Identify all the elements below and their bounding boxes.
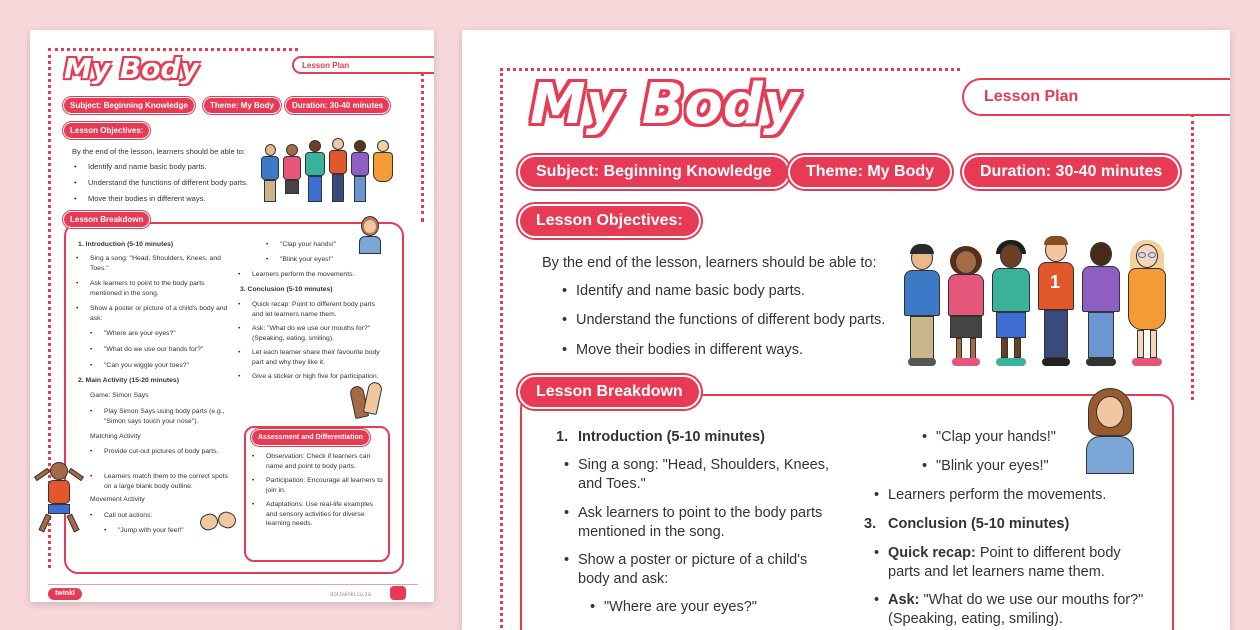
intro-bullet: • Sing a song: "Head, Shoulders, Knees, and Toes." bbox=[578, 456, 838, 494]
twinkl-logo: twinkl bbox=[48, 588, 82, 600]
children-illustration: 1 bbox=[898, 216, 1170, 366]
movement-question: • "Blink your eyes!" bbox=[936, 457, 1049, 476]
movement-question: • "Clap your hands!" bbox=[936, 428, 1056, 447]
small-page-preview bbox=[30, 30, 434, 602]
lesson-plan-tab: Lesson Plan bbox=[292, 56, 434, 74]
intro-question: • "Where are your eyes?" bbox=[604, 598, 757, 617]
children-illustration bbox=[260, 128, 400, 202]
conclusion-heading: Conclusion (5-10 minutes) bbox=[888, 516, 1070, 532]
conclusion-bullet: • Quick recap: Point to different body parts and let learners name them. bbox=[252, 300, 388, 319]
footer-url: dot.twinkl.co.za bbox=[330, 592, 372, 598]
objectives-intro: By the end of the lesson, learners should be able to: bbox=[72, 147, 246, 156]
objective-item: • Move their bodies in different ways. bbox=[576, 341, 803, 360]
intro-bullet: • Show a poster or picture of a child's body and ask: bbox=[578, 551, 838, 589]
dotted-border-right bbox=[421, 72, 424, 222]
game-label: Game: Simon Says bbox=[90, 392, 149, 399]
badge-logo bbox=[390, 586, 406, 600]
assessment-bullet: • Observation: Check if learners can name and point to body parts. bbox=[266, 452, 384, 471]
intro-bullet: • Ask learners to point to the body parts mentioned in the song. bbox=[90, 279, 230, 298]
big-page-preview bbox=[462, 30, 1230, 630]
ask-text: "What do we use our mouths for?" (Speaking, eating, smiling). bbox=[888, 592, 1144, 627]
objectives-intro: By the end of the lesson, learners should be able to: bbox=[542, 255, 877, 271]
duration-pill: Duration: 30-40 minutes bbox=[286, 98, 389, 113]
teacher-illustration bbox=[358, 216, 382, 254]
teacher-illustration bbox=[1084, 386, 1136, 474]
objective-item: • Identify and name basic body parts. bbox=[88, 162, 206, 172]
objective-item: • Identify and name basic body parts. bbox=[576, 282, 805, 301]
movement-bullet: • Learners perform the movements. bbox=[252, 270, 354, 280]
main-bullet: • Call out actions: bbox=[104, 511, 152, 521]
dotted-border-top bbox=[500, 68, 960, 71]
dotted-border-right bbox=[1191, 114, 1194, 400]
movement-question: • "Clap your hands!" bbox=[280, 240, 336, 250]
theme-pill: Theme: My Body bbox=[790, 157, 950, 187]
matching-label: Matching Activity bbox=[90, 433, 141, 440]
conclusion-number: 3. bbox=[864, 516, 877, 532]
jumping-child-illustration bbox=[34, 460, 86, 534]
intro-question: • "Where are your eyes?" bbox=[104, 329, 176, 339]
conclusion-bullet: • Let each learner share their favourite body part and why they like it. bbox=[252, 348, 388, 367]
dotted-border-left bbox=[500, 68, 503, 628]
intro-bullet: • Sing a song: "Head, Shoulders, Knees, and Toes." bbox=[90, 254, 230, 273]
objectives-pill: Lesson Objectives: bbox=[64, 123, 149, 138]
objectives-pill: Lesson Objectives: bbox=[520, 206, 699, 236]
assessment-pill: Assessment and Differentiation bbox=[252, 430, 369, 445]
objective-item: • Move their bodies in different ways. bbox=[88, 194, 205, 204]
main-bullet: • Learners match them to the correct spots on a large blank body outline. bbox=[104, 472, 236, 491]
subject-pill: Subject: Beginning Knowledge bbox=[520, 157, 788, 187]
breakdown-pill: Lesson Breakdown bbox=[520, 377, 699, 407]
intro-heading: Introduction (5-10 minutes) bbox=[578, 429, 765, 445]
intro-question: • "What do we use our hands for?" bbox=[104, 345, 203, 355]
recap-text: Point to different body parts and let learners name them. bbox=[888, 545, 1121, 580]
movement-question: • "Jump with your feet!" bbox=[118, 526, 184, 536]
intro-bullet: • Ask learners to point to the body parts mentioned in the song. bbox=[578, 504, 838, 542]
main-activity-heading: 2. Main Activity (15-20 minutes) bbox=[78, 377, 179, 384]
conclusion-bullet bbox=[888, 544, 1148, 582]
assessment-bullet: • Participation: Encourage all learners to join in. bbox=[266, 476, 384, 495]
lesson-plan-tab: Lesson Plan bbox=[962, 78, 1230, 116]
breakdown-pill: Lesson Breakdown bbox=[64, 212, 149, 227]
intro-bullet: • Show a poster or picture of a child's body and ask: bbox=[90, 304, 230, 323]
main-bullet: • Provide cut-out pictures of body parts. bbox=[104, 447, 234, 457]
page-title: My Body bbox=[530, 72, 800, 137]
objective-item: • Understand the functions of different body parts. bbox=[576, 311, 885, 330]
ask-label: Ask: bbox=[888, 592, 920, 608]
intro-heading: 1. Introduction (5-10 minutes) bbox=[78, 241, 174, 248]
conclusion-heading: 3. Conclusion (5-10 minutes) bbox=[240, 286, 333, 293]
objective-item: • Understand the functions of different body parts. bbox=[88, 178, 248, 188]
assessment-bullet: • Adaptations: Use real-life examples and sensory activities for diverse learning needs. bbox=[266, 500, 384, 529]
page-title: My Body bbox=[64, 52, 199, 85]
conclusion-bullet: • Give a sticker or high five for participation. bbox=[252, 372, 388, 382]
movement-bullet: • Learners perform the movements. bbox=[888, 486, 1106, 505]
intro-number: 1. bbox=[556, 429, 569, 445]
clapping-hands-illustration bbox=[198, 508, 238, 534]
conclusion-bullet: • Ask: "What do we use our mouths for?" (Speaking, eating, smiling). bbox=[252, 324, 388, 343]
footer-divider bbox=[48, 584, 418, 585]
main-bullet: • Play Simon Says using body parts (e.g., "Simon says touch your nose"). bbox=[104, 407, 234, 426]
movement-label: Movement Activity bbox=[90, 496, 145, 503]
subject-pill: Subject: Beginning Knowledge bbox=[64, 98, 194, 113]
conclusion-bullet bbox=[888, 591, 1158, 629]
dotted-border-top bbox=[48, 48, 298, 51]
movement-question: • "Blink your eyes!" bbox=[280, 255, 333, 265]
theme-pill: Theme: My Body bbox=[204, 98, 280, 113]
high-five-illustration bbox=[352, 380, 382, 420]
duration-pill: Duration: 30-40 minutes bbox=[964, 157, 1178, 187]
recap-label: Quick recap: bbox=[888, 545, 976, 561]
intro-question: • "Can you wiggle your toes?" bbox=[104, 361, 189, 371]
